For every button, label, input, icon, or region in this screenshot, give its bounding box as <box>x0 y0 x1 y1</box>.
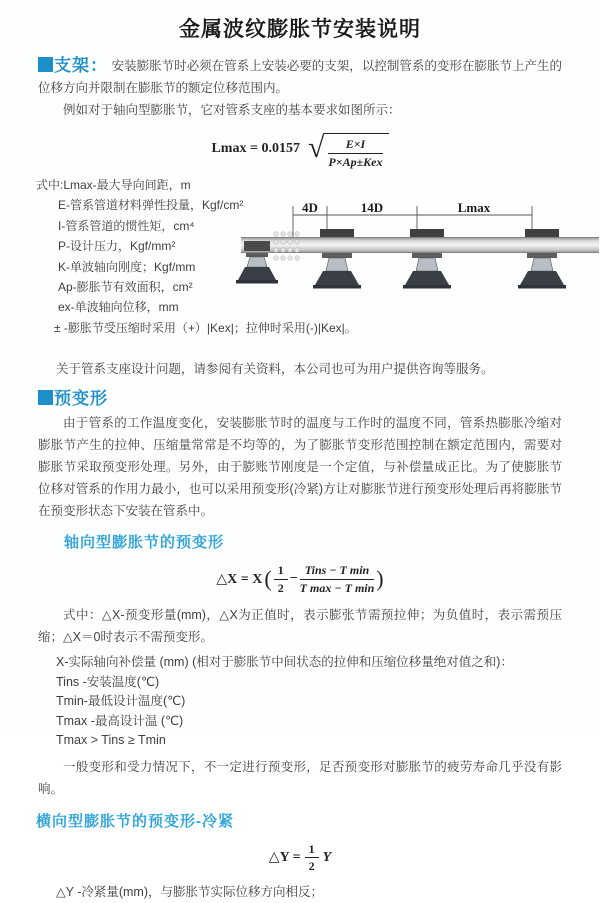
lmax-formula <box>0 127 600 171</box>
close-paren: ) <box>376 566 384 591</box>
section-marker-icon <box>38 390 53 405</box>
def-line: Tmax -最高设计温 (℃) <box>56 713 184 728</box>
radical-sign: √ <box>307 131 325 165</box>
support-section <box>38 55 562 99</box>
predeform-text: 由于管系的工作温度变化，安装膨胀节时的温度与工作时的温度不同，管系热膨胀冷缩对膨胀节产生的拉伸、压缩量常常是不均等的，为了膨胀节变形范围控制在额定范围内，需要对膨胀节采取预变形处理。另外，由于膨账节刚度是一个定值，与补偿量成正比。为了使膨胀节位移对管系的作用力最小，也可以采用预变形(冷紧)方让对膨胀节进行预变形处理后再将膨胀节在预变形状态下安装在管系中。 <box>38 416 562 518</box>
axial-note-text: 一般变形和受力情况下，不一定进行预变形，足否预变形对膨胀节的疲劳寿命几乎没有影响。 <box>38 759 562 796</box>
section-support-label: 支架： <box>54 56 109 75</box>
section-predeform-label: 预变形 <box>54 389 108 408</box>
dim-label-14d: 14D <box>360 200 384 215</box>
pipe-support-diagram <box>241 201 599 297</box>
section-marker-icon <box>38 57 53 72</box>
dim-label-4d: 4D <box>302 200 318 215</box>
lateral-half-denominator: 2 <box>308 859 315 874</box>
def-line: X-实际轴向补偿量 (mm) (相对于膨胀节中间状态的拉伸和压缩位移量绝对值之和)： <box>56 655 513 669</box>
lateral-formula-rhs: Y <box>322 849 332 865</box>
variables-and-diagram <box>0 175 600 359</box>
dim-label-lmax: Lmax <box>457 200 491 215</box>
lateral-formula <box>0 841 600 875</box>
support-intro-text: 安装膨胀节时必须在管系上安装必要的支架，以控制管系的变形在膨胀节上产生的位移方向并限制在膨胀节的额定位移范围内。 <box>38 59 563 95</box>
axial-subheading: 轴向型膨胀节的预变形 <box>64 534 225 551</box>
half-numerator: 1 <box>274 563 288 579</box>
predeform-section-heading <box>38 388 600 410</box>
lateral-formula-lhs: △Y = <box>268 850 301 866</box>
open-paren: ( <box>264 566 272 591</box>
axial-formula-lhs: △X = X <box>216 571 263 587</box>
lateral-desc-text: △Y -冷紧量(mm)，与膨胀节实际位移方向相反； <box>56 884 324 899</box>
page-title: 金属波纹膨胀节安装说明 <box>179 18 421 41</box>
var-line: ex-单波轴向位移，mm <box>58 300 179 315</box>
var-line: ± -膨胀节受压缩时采用（+）|Kex|；拉伸时采用(-)|Kex|。 <box>54 320 357 335</box>
def-line: Tmin-最低设计温度(℃) <box>56 694 186 709</box>
support-example-text: 例如对于轴向型膨胀节，它对管系支座的基本要求如图所示： <box>63 103 401 117</box>
lmax-formula-numerator: E×I <box>328 137 382 153</box>
minus-sign: − <box>289 571 298 586</box>
axial-definitions <box>56 653 562 751</box>
support-note-text: 关于管系支座设计问题，请参阅有关资料，本公司也可为用户提供咨询等服务。 <box>56 362 494 376</box>
var-line: P-设计压力，Kgf/mm² <box>58 239 176 254</box>
axial-formula-denominator: T max − T min <box>299 580 375 595</box>
axial-formula <box>0 560 600 598</box>
def-line: Tmax > Tins ≥ Tmin <box>56 733 166 748</box>
lateral-subheading: 横向型膨胀节的预变形-冷紧 <box>36 812 234 830</box>
lateral-half-numerator: 1 <box>305 842 319 858</box>
var-line: K-单波轴向刚度；Kgf/mm <box>58 259 196 274</box>
lmax-formula-denominator: P×Ap±Kex <box>328 154 383 169</box>
def-line: Tins -安装温度(℃) <box>56 674 160 689</box>
axial-formula-numerator: Tins − T min <box>300 563 375 579</box>
half-denominator: 2 <box>277 580 284 595</box>
var-line: Ap-膨胀节有效面积，cm² <box>58 280 193 295</box>
var-line: 式中:Lmax-最大导向间距，m <box>36 178 191 192</box>
axial-desc-text: 式中：△X-预变形量(mm)，△X为正值时，表示膨张节需预拉伸；为负值时，表示需预压缩；△X＝0时表示不需预变形。 <box>38 608 562 644</box>
var-line: E-管系管道材料弹性投量，Kgf/cm² <box>58 198 244 213</box>
var-line: I-管系管道的惯性矩，cm⁴ <box>58 218 195 233</box>
sqrt-radical <box>308 129 389 169</box>
lmax-formula-lhs: Lmax = 0.0157 <box>211 141 300 156</box>
